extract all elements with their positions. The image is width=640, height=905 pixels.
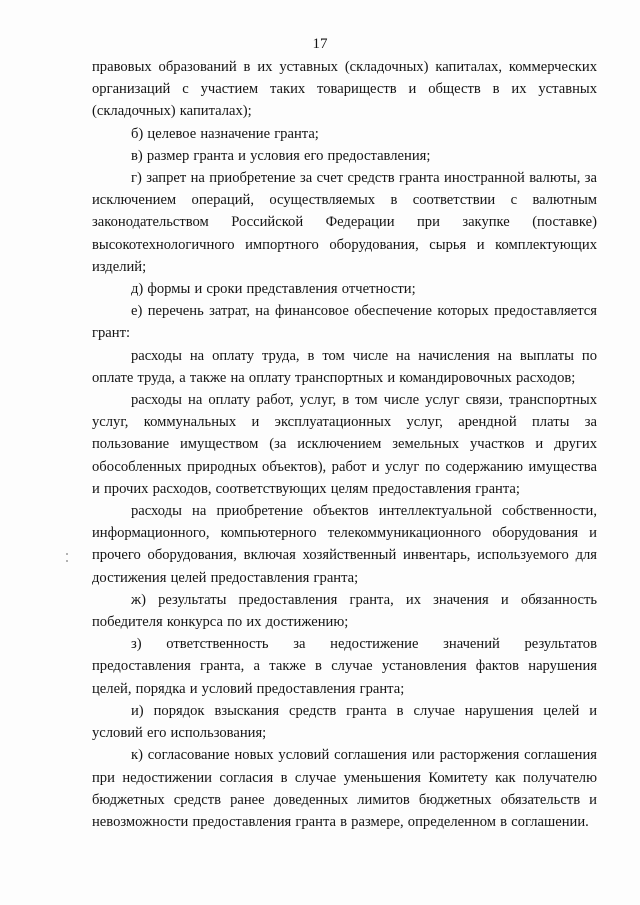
paragraph: и) порядок взыскания средств гранта в случае нарушения целей и условий его использования; xyxy=(92,702,597,742)
paragraph: расходы на оплату работ, услуг, в том числе услуг связи, транспортных услуг, коммунальных и эксплуатационных услуг, арендной платы за пользование имуществом (за исключением земельных участков и других обособленных природных объектов), работ и услуг по содержанию имущества и прочих расходов, соответствующих целям предоставления гранта; xyxy=(92,392,597,497)
scan-speck xyxy=(66,553,68,555)
paragraph: е) перечень затрат, на финансовое обеспечение которых предоставляется грант: xyxy=(92,303,597,342)
page-number: 17 xyxy=(312,36,328,52)
paragraph: д) формы и сроки представления отчетности; xyxy=(131,281,416,298)
paragraph: расходы на оплату труда, в том числе на начисления на выплаты по оплате труда, а также на оплату транспортных и командировочных расходов; xyxy=(92,347,597,386)
paragraph: в) размер гранта и условия его предоставления; xyxy=(131,147,431,164)
paragraph: ж) результаты предоставления гранта, их значения и обязанность победителя конкурса по их достижению; xyxy=(92,591,597,631)
paragraph: к) согласование новых условий соглашения или расторжения соглашения при недостижении согласия в случае уменьшения Комитету как получателю бюджетных средств ранее доведенных лимитов бюджетных обязательств и невозможности предоставления гранта в размере, определенном в соглашении. xyxy=(92,747,597,830)
paragraph: г) запрет на приобретение за счет средств гранта иностранной валюты, за исключением операций, осуществляемых в соответствии с валютным законодательством Российской Федерации при закупке (поставке) высокотехнологичного импортного оборудования, сырья и комплектующих изделий; xyxy=(92,170,597,275)
scan-speck xyxy=(66,560,68,562)
paragraph: правовых образований в их уставных (складочных) капиталах, коммерческих организаций с участием таких товариществ и обществ в их уставных (складочных) капиталах); xyxy=(92,59,597,120)
body-text xyxy=(92,56,597,833)
paragraph: з) ответственность за недостижение значений результатов предоставления гранта, а также в случае установления фактов нарушения целей, порядка и условий предоставления гранта; xyxy=(92,636,597,697)
paragraph: б) целевое назначение гранта; xyxy=(131,125,319,142)
paragraph: расходы на приобретение объектов интеллектуальной собственности, информационного, компьютерного телекоммуникационного оборудования и прочего оборудования, включая хозяйственный инвентарь, используемого для достижения целей предоставления гранта; xyxy=(92,503,597,586)
